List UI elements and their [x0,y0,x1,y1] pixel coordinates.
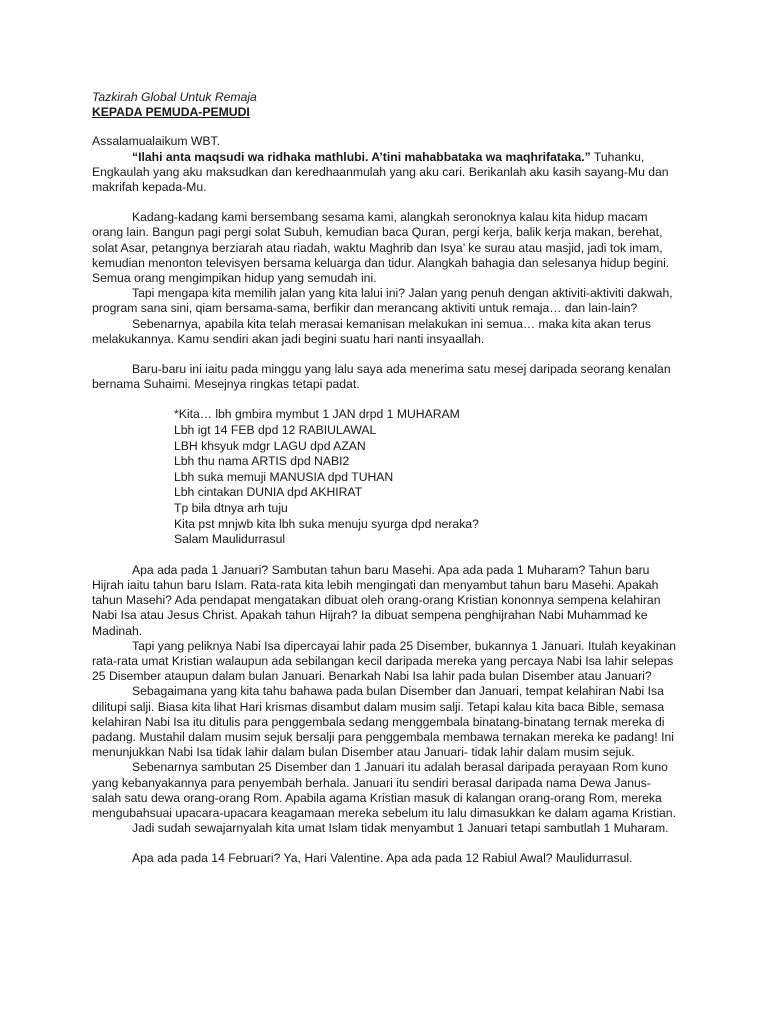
paragraph: Sebagaimana yang kita tahu bahawa pada bulan Disember dan Januari, tempat kelahiran Nabi Isa dilitupi salji. Biasa kita lihat Hari krismas disambut dalam musim salji. Tetapi kalau kita baca Bible, semasa kelahiran Nabi Isa itu ditulis para penggembala sedang menggembala binatang-binatang ternak mereka di padang. Mustahil dalam musim sejuk bersalji para penggembala membawa ternakan mereka ke padang! Ini menunjukkan Nabi Isa tidak lahir dalam bulan Disember atau Januari- tidak lahir dalam musim sejuk. [92,684,674,760]
message-line: Lbh igt 14 FEB dpd 12 RABIULAWAL [174,423,377,438]
message-line: Tp bila dtnya arh tuju [174,501,288,516]
paragraph: Sebenarnya sambutan 25 Disember dan 1 Januari itu adalah berasal daripada perayaan Rom kuno yang kebanyakannya para penyembah berhala. Januari itu sendiri berasal daripada nama Dewa Janus- salah satu dewa orang-orang Rom. Apabila agama Kristian masuk di kalangan orang-orang Rom, mereka mengubahsuai upacara-upacara keagamaan mereka sebelum itu lalu dimasukkan ke dalam agama Kristian. [92,760,676,821]
opening-translation: Tuhanku, Engkaulah yang aku maksudkan dan keredhaanmulah yang aku cari. Berikanlah aku kasih sayang-Mu dan makrifah kepada-Mu. [92,149,669,195]
closing-paragraph: Apa ada pada 14 Februari? Ya, Hari Valentine. Apa ada pada 12 Rabiul Awal? Maulidurrasul. [132,851,633,866]
paragraph: Baru-baru ini iaitu pada minggu yang lalu saya ada menerima satu mesej daripada seorang kenalan bernama Suhaimi. Mesejnya ringkas tetapi padat. [92,362,671,392]
paragraph: Apa ada pada 1 Januari? Sambutan tahun baru Masehi. Apa ada pada 1 Muharam? Tahun baru Hijrah iaitu tahun baru Islam. Rata-rata kita lebih mengingati dan menyambut tahun baru Masehi. Apakah tahun Masehi? Ada pendapat mengatakan dibuat oleh orang-orang Kristian kononnya sempena kelahiran Nabi Isa atau Jesus Christ. Apakah tahun Hijrah? Ia dibuat sempena penghijrahan Nabi Muhammad ke Madinah. [92,562,661,638]
paragraph: Tapi yang peliknya Nabi Isa dipercayai lahir pada 25 Disember, bukannya 1 Januari. Itulah keyakinan rata-rata umat Kristian walaupun ada sebilangan kecil daripada mereka yang percaya Nabi Isa lahir selepas 25 Disember ataupun dalam bulan Januari. Benarkah Nabi Isa lahir pada bulan Disember atau Januari? [92,638,677,684]
paragraph: Sebenarnya, apabila kita telah merasai kemanisan melakukan ini semua… maka kita akan terus melakukannya. Kamu sendiri akan jadi begini suatu hari nanti insyaallah. [92,316,651,346]
document-title: KEPADA PEMUDA-PEMUDI [92,105,250,120]
opening-paragraph [92,150,677,196]
greeting: Assalamualaikum WBT. [92,134,221,149]
message-line: Lbh suka memuji MANUSIA dpd TUHAN [174,469,394,484]
opening-quote: “Ilahi anta maqsudi wa ridhaka mathlubi. A’tini mahabbataka wa maqhrifataka.” [132,149,591,164]
quoted-message [174,407,677,547]
paragraph: Tapi mengapa kita memilih jalan yang kita lalui ini? Jalan yang penuh dengan aktiviti-aktiviti dakwah, program sana sini, qiam bersama-sama, berfikir dan merancang aktiviti untuk remaja… dan lain-lain? [92,286,673,316]
paragraph: Kadang-kadang kami bersembang sesama kami, alangkah seronoknya kalau kita hidup macam orang lain. Bangun pagi pergi solat Subuh, kemudian baca Quran, pergi kerja, balik kerja makan, berehat, solat Asar, petangnya berziarah atau riadah, waktu Maghrib dan Isya’ ke surau atau masjid, jadi tok imam, kemudian menonton televisyen bersama keluarga dan tidur. Alangkah bahagia dan selesanya hidup begini. Semua orang mengimpikan hidup yang semudah ini. [92,210,670,286]
message-line: Lbh thu nama ARTIS dpd NABI2 [174,454,350,469]
message-line: *Kita… lbh gmbira mymbut 1 JAN drpd 1 MUHARAM [174,407,460,422]
message-line: Lbh cintakan DUNIA dpd AKHIRAT [174,485,363,500]
message-line: Salam Maulidurrasul [174,532,286,547]
document-page [92,90,677,867]
message-line: LBH khsyuk mdgr LAGU dpd AZAN [174,438,366,453]
message-line: Kita pst mnjwb kita lbh suka menuju syurga dpd neraka? [174,516,479,531]
document-subtitle: Tazkirah Global Untuk Remaja [92,90,257,104]
paragraph: Jadi sudah sewajarnyalah kita umat Islam tidak menyambut 1 Januari tetapi sambutlah 1 Muharam. [132,821,669,836]
